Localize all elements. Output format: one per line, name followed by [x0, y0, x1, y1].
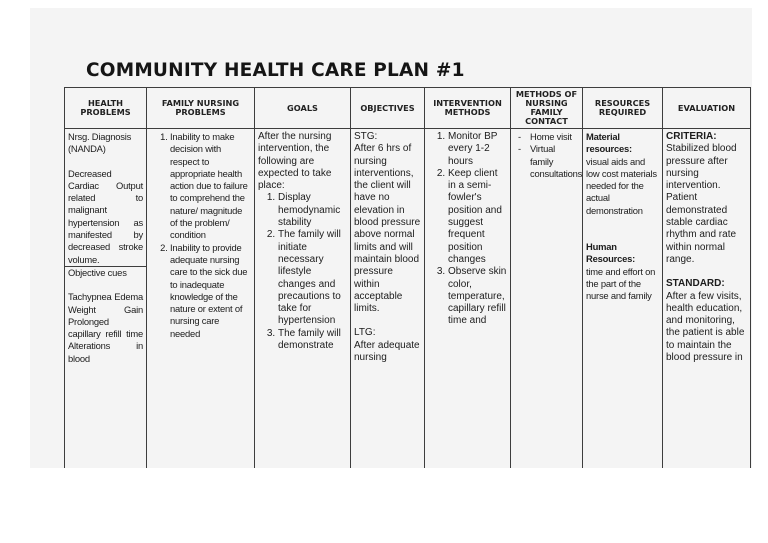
ltg-label: LTG: — [354, 327, 376, 339]
intervention-item: 3. Observe skin color, temperature, capillary refill time and — [448, 266, 507, 327]
care-plan-title: COMMUNITY HEALTH CARE PLAN #1 — [86, 60, 465, 81]
header-row — [65, 88, 751, 129]
care-plan-table — [64, 87, 751, 468]
human-resources-label: Human Resources: — [586, 241, 636, 265]
contact-method-item: - Virtual family consultations — [530, 143, 579, 180]
header-resources-required: RESOURCES REQUIRED — [583, 88, 663, 129]
cell-health-problems — [65, 129, 147, 469]
goal-item: 2. The family will initiate necessary lifestyle changes and precautions to take for hypertension — [278, 229, 347, 327]
cell-objectives — [351, 129, 425, 469]
standard-text: After a few visits, health education, and monitoring, the patient is able to maintain the blood pressure in — [666, 290, 745, 364]
intervention-item: 2. Keep client in a semi-fowler's position and suggest frequent position changes — [448, 168, 507, 266]
header-goals: GOALS — [255, 88, 351, 129]
goal-item: 3. The family will demonstrate — [278, 328, 347, 353]
contact-method-item: - Home visit — [530, 131, 579, 143]
health-problem-statement: Decreased Cardiac Output related to malignant hypertension as manifested by decreased stroke volume. — [68, 167, 143, 265]
document-page — [30, 8, 752, 468]
header-family-nursing-problems: FAMILY NURSING PROBLEMS — [147, 88, 255, 129]
human-resources-text: time and effort on the part of the nurse and family — [586, 265, 656, 302]
cell-intervention-methods — [425, 129, 511, 469]
intervention-item: 1. Monitor BP every 1-2 hours — [448, 131, 507, 168]
cell-evaluation — [663, 129, 751, 469]
criteria-text: Stabilized blood pressure after nursing intervention. Patient demonstrated stable cardiac rhythm and rate within normal range. — [666, 143, 737, 265]
nursing-diagnosis-label: Nrsg. Diagnosis (NANDA) — [68, 131, 132, 155]
stg-label: STG: — [354, 131, 378, 142]
header-methods-of-contact: METHODS OF NURSING FAMILY CONTACT — [511, 88, 583, 129]
criteria-label: CRITERIA: — [666, 131, 717, 142]
cell-family-nursing-problems — [147, 129, 255, 469]
cell-goals — [255, 129, 351, 469]
stg-text: After 6 hrs of nursing interventions, the client will have no elevation in blood pressure above normal limits and will maintain blood pressure within acceptable limits. — [354, 143, 421, 315]
family-problem-item: 2. Inability to provide adequate nursing care to the sick due to inadequate knowledge of the nature or extent of nursing care needed — [170, 242, 251, 340]
family-problem-item: 1. Inability to make decision with respect to appropriate health action due to failure to comprehend the nature/ magnitude of the problem/ condition — [170, 131, 251, 242]
material-resources-label: Material resources: — [586, 131, 632, 155]
standard-label: STANDARD: — [666, 278, 725, 290]
goals-intro: After the nursing intervention, the following are expected to take place: — [258, 131, 332, 192]
ltg-text: After adequate nursing — [354, 339, 420, 364]
header-health-problems: HEALTH PROBLEMS — [65, 88, 147, 129]
header-objectives: OBJECTIVES — [351, 88, 425, 129]
cell-resources-required — [583, 129, 663, 469]
table-row — [65, 129, 751, 469]
goal-item: 1. Display hemodynamic stability — [278, 192, 347, 229]
cell-methods-of-contact — [511, 129, 583, 469]
material-resources-text: visual aids and low cost materials needed for the actual demonstration — [586, 155, 657, 216]
header-intervention-methods: INTERVENTION METHODS — [425, 88, 511, 129]
header-evaluation: EVALUATION — [663, 88, 751, 129]
objective-cues-label: Objective cues — [68, 266, 127, 278]
objective-cues-list: Tachypnea Edema Weight Gain Prolonged capillary refill time Alterations in blood — [68, 291, 143, 364]
